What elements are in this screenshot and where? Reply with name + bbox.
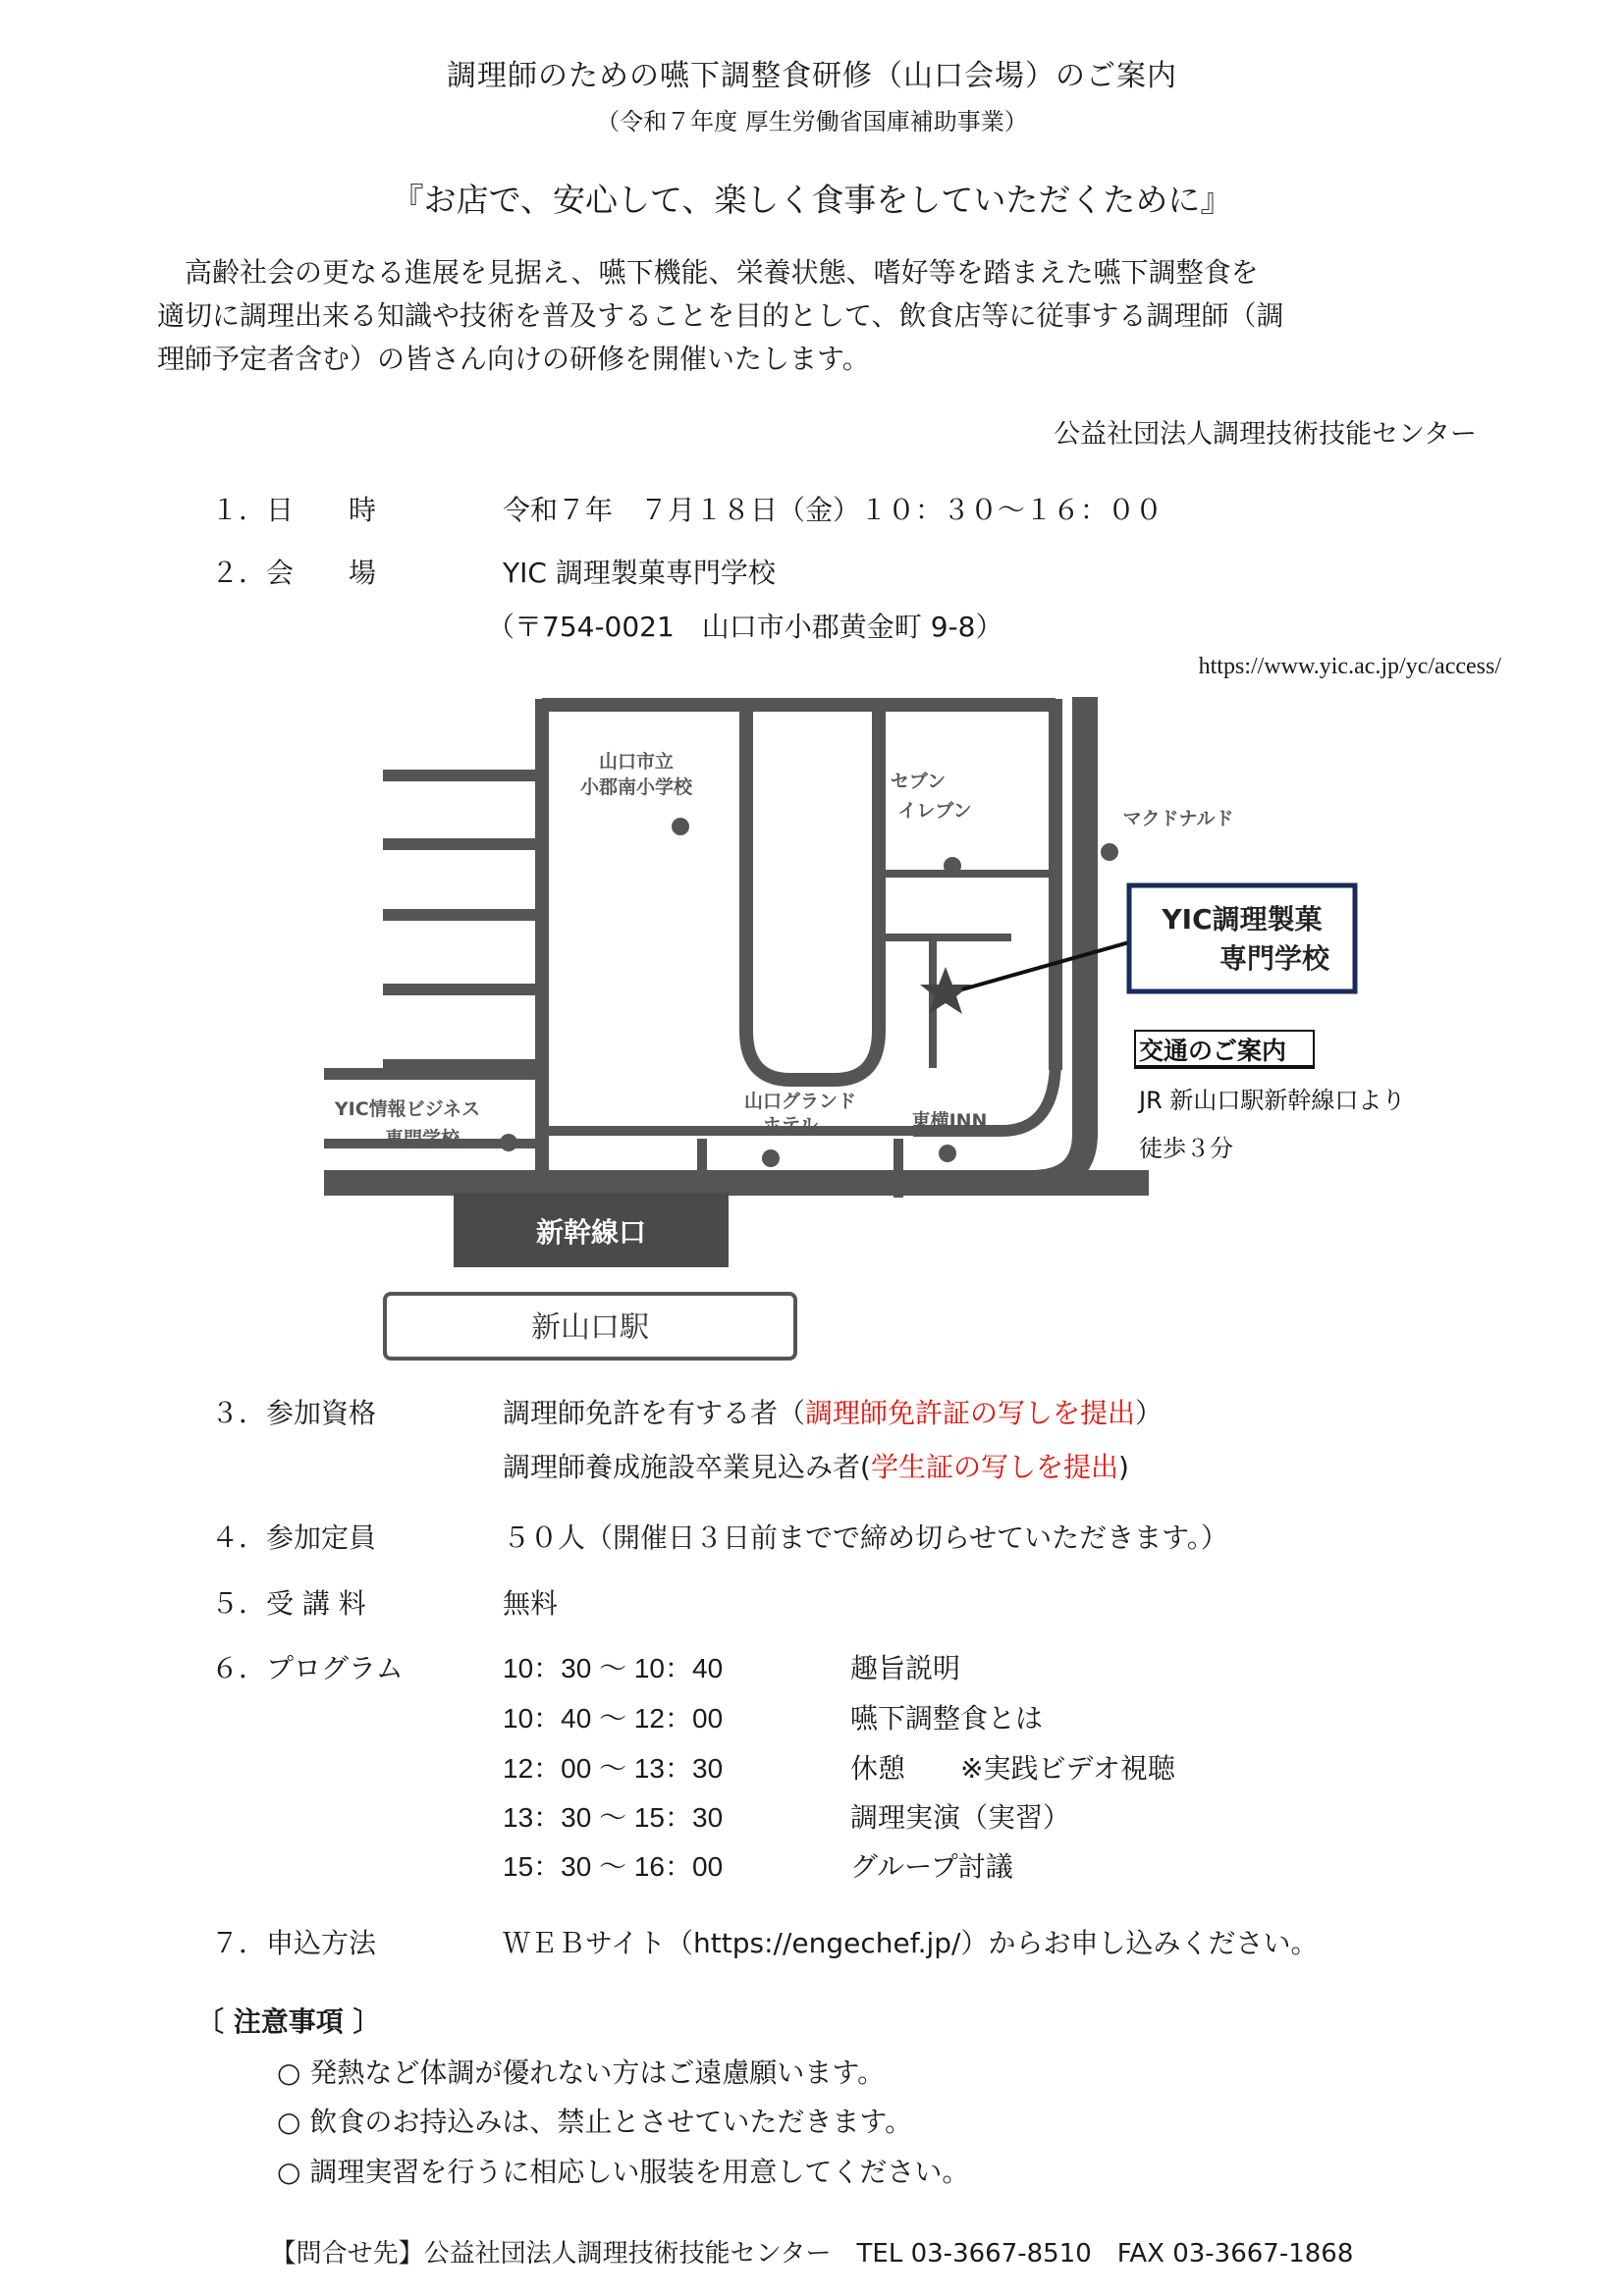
qualification-text: ）: [1135, 1397, 1164, 1429]
note-item: [277, 2052, 885, 2091]
program-time: 10：30 ～ 10：40: [503, 1653, 724, 1683]
landmark-label: 山口市立: [598, 751, 675, 773]
contact-footer: 【問合せ先】公益社団法人調理技術技能センター TEL 03-3667-8510 FAX 03-3667-1868: [270, 2239, 1354, 2269]
landmark-label: 東横INN: [911, 1110, 988, 1132]
yic-callout-line: 専門学校: [1218, 942, 1330, 975]
qualification-text: 調理師免許を有する者（: [503, 1397, 806, 1429]
notes-heading: 〔 注意事項 〕: [196, 2005, 381, 2038]
note-text: 調理実習を行うに相応しい服装を用意してください。: [309, 2156, 970, 2188]
landmark-dot: [672, 818, 689, 835]
landmark-label: セブン: [890, 771, 947, 792]
intro-paragraph: [157, 251, 1492, 381]
program-item: 調理実演（実習）: [850, 1801, 1071, 1834]
landmark-dot: [1101, 843, 1118, 861]
qualification-label: ３．参加資格: [211, 1397, 377, 1429]
landmark-dot: [762, 1149, 780, 1167]
qualification-line-2: [503, 1446, 1129, 1485]
bullet-icon: ○: [277, 2156, 301, 2188]
capacity-label: ４．参加定員: [211, 1522, 377, 1554]
intro-line: 高齢社会の更なる進展を見据え、嚥下機能、栄養状態、嗜好等を踏まえた嚥下調整食を: [185, 256, 1259, 289]
program-item: 趣旨説明: [850, 1652, 961, 1684]
note-text: 発熱など体調が優れない方はご遠慮願います。: [309, 2056, 886, 2089]
apply-value[interactable]: ＷＥＢサイト（https://engechef.jp/）からお申し込みください。: [503, 1927, 1319, 1959]
venue-name: YIC 調理製菓専門学校: [503, 557, 776, 589]
venue-label: ２．会 場: [211, 557, 377, 589]
landmark-label: マクドナルド: [1122, 808, 1234, 829]
yic-callout-box: [1129, 885, 1355, 991]
page-subtitle: （令和７年度 厚生労働省国庫補助事業）: [596, 108, 1028, 135]
qualification-required-doc: 調理師免許証の写しを提出: [805, 1397, 1136, 1429]
landmark-label: ホテル: [762, 1114, 819, 1136]
intro-line: 適切に調理出来る知識や技術を普及することを目的として、飲食店等に従事する調理師（調: [157, 299, 1284, 332]
note-item: [277, 2101, 912, 2140]
qualification-text: ): [1117, 1451, 1129, 1483]
program-label: ６．プログラム: [211, 1652, 404, 1684]
access-line: 徒歩３分: [1139, 1135, 1233, 1162]
venue-address: （〒754-0021 山口市小郡黄金町 9-8）: [487, 611, 1003, 643]
intro-line: 理師予定者含む）の皆さん向けの研修を開催いたします。: [157, 343, 870, 375]
program-time: 15：30 ～ 16：00: [503, 1851, 724, 1882]
landmark-dot: [939, 1145, 956, 1162]
fee-label: ５．受 講 料: [211, 1587, 366, 1620]
venue-url-link[interactable]: https://www.yic.ac.jp/yc/access/: [1198, 654, 1501, 679]
landmark-label: 山口グランド: [743, 1091, 857, 1112]
program-time: 10：40 ～ 12：00: [503, 1703, 724, 1734]
date-value: 令和７年 ７月１８日（金）１０：３０～１６：００: [503, 494, 1164, 526]
shinkansen-exit-label: 新幹線口: [535, 1216, 647, 1249]
program-item: グループ討議: [850, 1850, 1013, 1883]
fee-value: 無料: [503, 1587, 559, 1620]
program-time: 13：30 ～ 15：30: [503, 1802, 724, 1833]
pointer-line: [962, 942, 1129, 989]
qualification-text: 調理師養成施設卒業見込み者(: [503, 1451, 871, 1483]
page-title: 調理師のための嚥下調整食研修（山口会場）のご案内: [447, 59, 1177, 93]
landmark-label: 専門学校: [384, 1128, 460, 1149]
catchphrase: 『お店で、安心して、楽しく食事をしていただくために』: [391, 181, 1233, 219]
landmark-dot: [944, 857, 961, 875]
date-label: １．日 時: [211, 494, 377, 526]
note-item: [277, 2151, 969, 2190]
bullet-icon: ○: [277, 2056, 301, 2089]
map-road: [746, 705, 879, 1080]
program-item: 休憩 ※実践ビデオ視聴: [850, 1752, 1175, 1785]
landmark-dot: [500, 1134, 517, 1151]
main-road: [1031, 1134, 1085, 1183]
station-label: 新山口駅: [531, 1310, 649, 1345]
landmark-label: 小郡南小学校: [579, 776, 693, 798]
landmark-label: イレブン: [897, 800, 972, 822]
access-line: JR 新山口駅新幹線口より: [1139, 1087, 1406, 1114]
program-item: 嚥下調整食とは: [850, 1702, 1044, 1735]
program-time: 12：00 ～ 13：30: [503, 1753, 724, 1784]
apply-label: ７．申込方法: [211, 1927, 377, 1959]
qualification-line-1: [503, 1392, 1163, 1431]
capacity-value: ５０人（開催日３日前までで締め切らせていただきます。）: [503, 1522, 1228, 1554]
note-text: 飲食のお持込みは、禁止とさせていただきます。: [309, 2106, 913, 2138]
access-title: 交通のご案内: [1139, 1037, 1287, 1065]
qualification-required-doc: 学生証の写しを提出: [870, 1451, 1118, 1483]
bullet-icon: ○: [277, 2106, 301, 2138]
yic-callout-line: YIC調理製菓: [1162, 903, 1323, 935]
access-map: [324, 677, 1532, 1384]
landmark-label: YIC情報ビジネス: [334, 1098, 481, 1120]
organizer-name: 公益社団法人調理技術技能センター: [1054, 419, 1477, 450]
